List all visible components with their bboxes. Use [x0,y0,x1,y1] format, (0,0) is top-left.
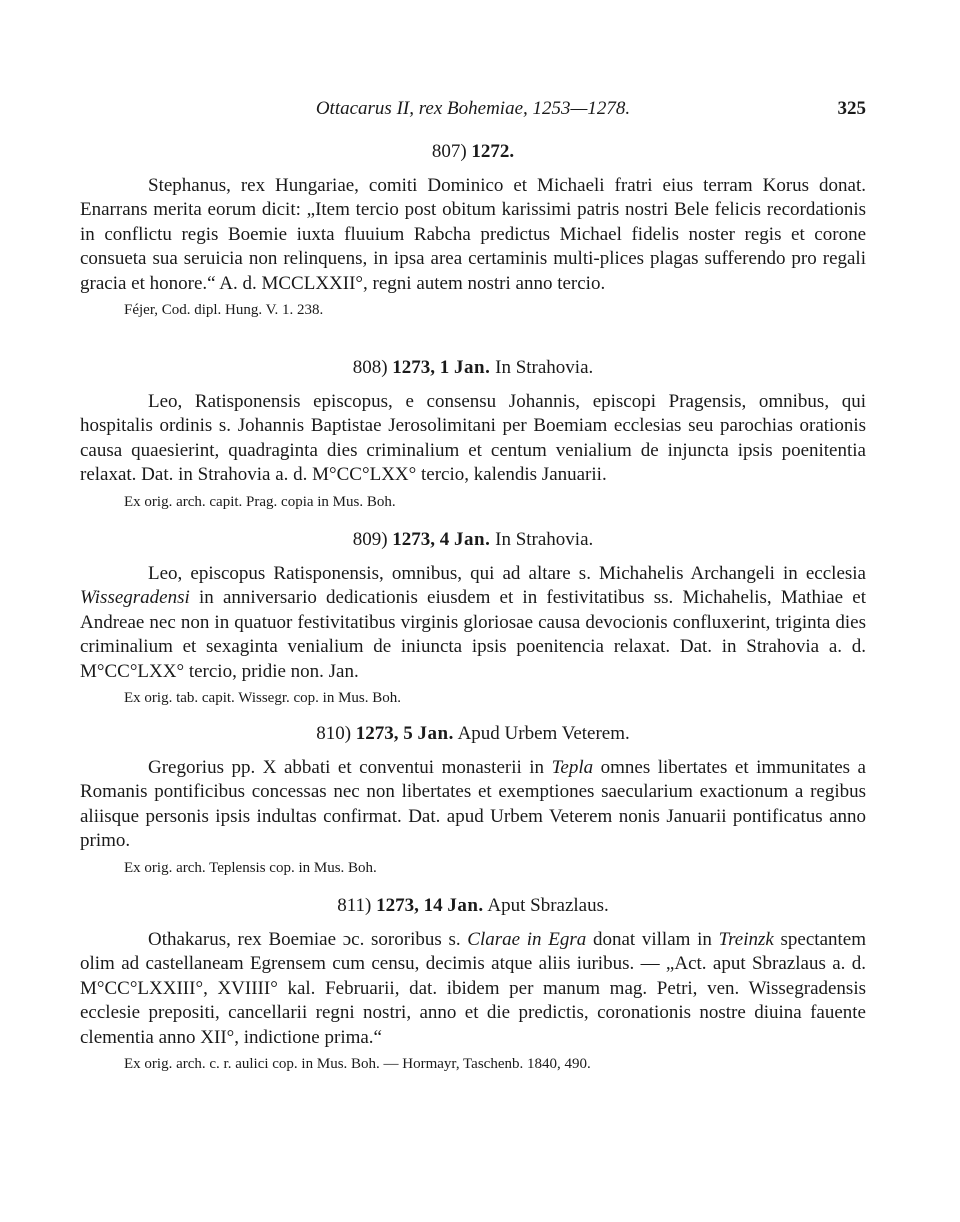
entry-number: 807) [431,141,467,162]
entry-date: 1273, 5 [355,723,413,744]
entry-number: 809) [352,529,388,550]
running-head [80,98,866,122]
entry-month: Jan. [454,529,491,550]
entry-heading [80,722,866,746]
entry-heading [80,140,866,164]
entry-place: Aput Sbrazlaus. [487,895,609,916]
entry-text-part: Gregorius pp. X abbati et conventui monasterii in [148,757,552,778]
entry-text-part: donat villam in [586,929,719,950]
entry-811 [80,894,866,1074]
entry-source: Ex orig. arch. Teplensis cop. in Mus. Boh. [124,859,377,876]
entry-807 [80,140,866,320]
entry-text-part: spectantem olim ad castellaneam Egrensem cum censu, decimis atque aliis iuribus. — „Act. aput Sbrazlaus a. d. M°CC°LXXIII°, XVIIII° kal. Februarii, dat. ibidem per manum mag. Petri, ven. Wissegradensis ecclesie prepositi, cancellarii regni nostri, anno et die predictis, coronationis nostre diuina fauente clementia anno XII°, indictione prima.“ [80,929,866,1048]
entry-text-italic: Wissegradensi [80,587,190,609]
entry-date: 1273, 14 [376,895,443,916]
entry-source: Ex orig. arch. c. r. aulici cop. in Mus. Boh. — Hormayr, Taschenb. 1840, 490. [124,1056,591,1073]
entry-text-italic: Tepla [551,757,594,778]
entry-date: 1272. [471,141,515,162]
entry-heading [80,356,866,380]
entry-source: Ex orig. tab. capit. Wissegr. cop. in Mus. Boh. [124,690,402,707]
entry-text-part: in anniversario dedicationis eiusdem et in festivitatibus ss. Michahelis, Mathiae et Andreae nec non in quatuor festivitatibus virginis gloriosae causa devocionis confluxerint, triginta dies criminalium et sexaginta venialium de iniuncta ipsis poenitencia relaxat. Dat. in Strahovia a. d. M°CC°LXX° tercio, pridie non. Jan. [80,587,866,682]
entry-810 [80,722,866,878]
entry-809 [80,528,866,708]
entry-text-part: Leo, episcopus Ratisponensis, omnibus, qui ad altare s. Michahelis Archangeli in ecclesia [148,563,866,584]
entry-text: Leo, Ratisponensis episcopus, e consensu Johannis, episcopi Pragensis, omnibus, qui hospitalis ordinis s. Johannis Baptistae Jerosolimitani per Boemiam ecclesias seu parochias orationis causa quaesierint, quadraginta dies criminalium et centum venialium de injuncta ipsis poenitentia relaxat. Dat. in Strahovia a. d. M°CC°LXX° tercio, kalendis Januarii. [80,391,866,486]
entry-date: 1273, 1 [392,357,450,378]
entry-heading [80,528,866,552]
entry-808 [80,356,866,512]
entry-place: Apud Urbem Veterem. [457,723,630,744]
entry-text-italic: Treinzk [718,929,774,950]
entry-place: In Strahovia. [495,357,594,378]
entry-month: Jan. [454,357,491,378]
entry-month: Jan. [447,895,484,916]
entry-text [80,756,866,854]
entry-text: Stephanus, rex Hungariae, comiti Dominico et Michaeli fratri eius terram Korus donat. Enarrans merita eorum dicit: „Item tercio post obitum karissimi patris nostri Bele felicis recordationis in conflictu regis Boemie iuxta fluuium Rabcha predictus Michael fidelis noster regis et corone consueta sua seruicia non relinquens, in ipsa area certaminis multi-plices plagas sufferendo pro regali gracia et honore.“ A. d. MCCLXXII°, regni autem nostri anno tercio. [80,175,866,294]
running-title: Ottacarus II, rex Bohemiae, 1253—1278. [315,98,631,119]
entry-number: 810) [316,723,352,744]
entry-date: 1273, 4 [392,529,450,550]
entry-text-part: omnes libertates et immunitates a Romanis pontificibus concessas nec non libertates et exemptiones saecularium exactionum a regibus aliisque personis ipsis indultas confirmat. Dat. apud Urbem Veterem nonis Januarii pontificatus anno primo. [80,757,866,852]
entry-text-part: Othakarus, rex Boemiae ɔc. sororibus s. [148,929,468,950]
entry-place: In Strahovia. [495,529,594,550]
entry-heading [80,894,866,918]
entry-number: 811) [337,895,372,916]
entry-month: Jan. [417,723,454,744]
entry-source: Féjer, Cod. dipl. Hung. V. 1. 238. [124,302,324,319]
entry-text-italic: Clarae in Egra [467,929,587,950]
entry-text [80,928,866,1050]
entry-source: Ex orig. arch. capit. Prag. copia in Mus. Boh. [124,493,396,510]
entry-text [80,562,866,684]
page-number: 325 [837,98,866,119]
entry-number: 808) [352,357,388,378]
